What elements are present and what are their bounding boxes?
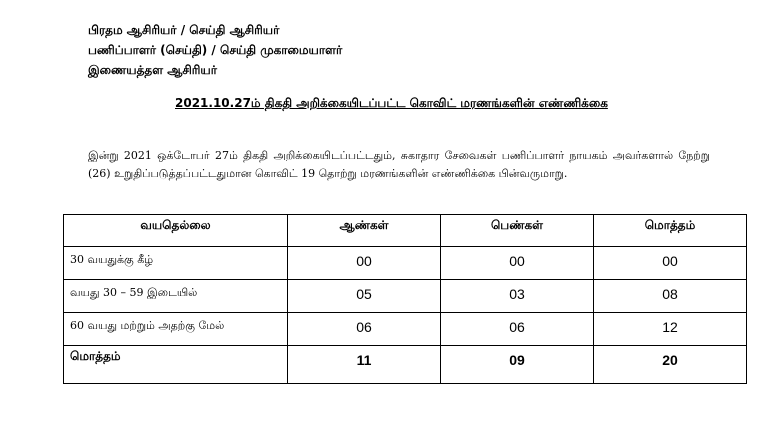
addressee-line: பிரதம ஆசிரியர் / செய்தி ஆசிரியர் xyxy=(88,23,280,37)
addressee-line: இணையத்தள ஆசிரியர் xyxy=(88,63,217,77)
table-row xyxy=(64,247,747,280)
row-age-range: 60 வயது மற்றும் அதற்கு மேல் xyxy=(64,313,288,346)
row-males: 05 xyxy=(288,280,441,313)
addressee-line: பணிப்பாளர் (செய்தி) / செய்தி முகாமையாளர் xyxy=(88,43,343,57)
row-males: 00 xyxy=(288,247,441,280)
table-header-row xyxy=(64,215,747,247)
covid-deaths-table xyxy=(63,214,747,384)
row-total: 08 xyxy=(594,280,747,313)
row-males: 06 xyxy=(288,313,441,346)
total-females: 09 xyxy=(441,346,594,384)
row-females: 06 xyxy=(441,313,594,346)
row-total: 00 xyxy=(594,247,747,280)
intro-paragraph: இன்று 2021 ஒக்டோபர் 27ம் திகதி அறிக்கையிடப்பட்டதும், சுகாதார சேவைகள் பணிப்பாளர் நாயகம் அவர்களால் நேற்று (26) உறுதிப்படுத்தப்பட்டதுமான கொவிட் 19 தொற்று மரணங்களின் எண்ணிக்கை பின்வருமாறு. xyxy=(88,149,710,180)
table-row xyxy=(64,313,747,346)
header-females: பெண்கள் xyxy=(441,215,594,247)
table-total-row xyxy=(64,346,747,384)
row-age-range: வயது 30 – 59 இடையில் xyxy=(64,280,288,313)
row-total: 12 xyxy=(594,313,747,346)
header-males: ஆண்கள் xyxy=(288,215,441,247)
total-males: 11 xyxy=(288,346,441,384)
table-row xyxy=(64,280,747,313)
row-females: 03 xyxy=(441,280,594,313)
total-label: மொத்தம் xyxy=(64,346,288,384)
document-title: 2021.10.27ம் திகதி அறிக்கையிடப்பட்ட கொவிட் மரணங்களின் எண்ணிக்கை xyxy=(175,96,608,110)
addressee-block xyxy=(88,20,342,80)
header-age-range: வயதெல்லை xyxy=(64,215,288,247)
header-total: மொத்தம் xyxy=(594,215,747,247)
row-age-range: 30 வயதுக்கு கீழ் xyxy=(64,247,288,280)
total-all: 20 xyxy=(594,346,747,384)
row-females: 00 xyxy=(441,247,594,280)
